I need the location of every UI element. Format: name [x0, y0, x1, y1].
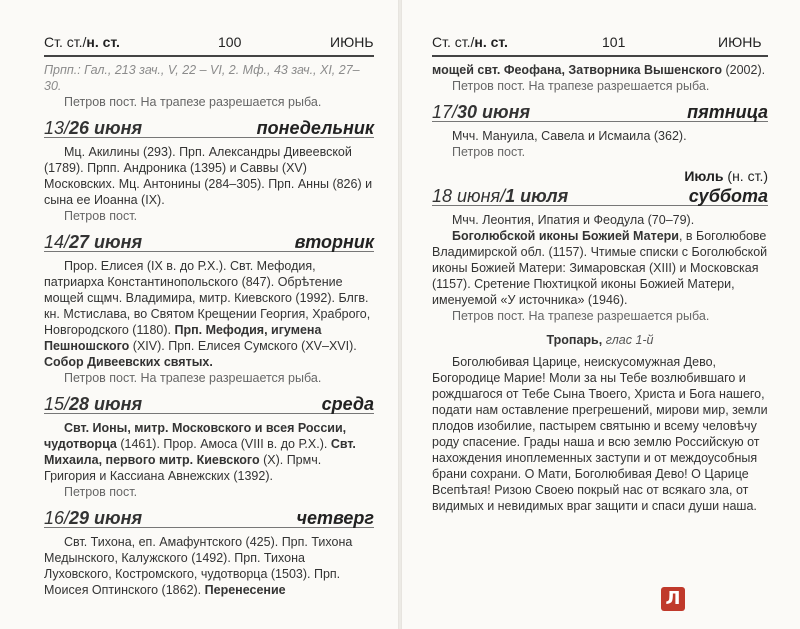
page-number: 100: [218, 34, 242, 50]
day-text: Прор. Елисея (IX в. до Р.Х.). Свт. Мефодия, патриарха Константинопольского (847). Обрѣтение мощей сщмч. Владимира, митр. Киевского (1992). Блгв. кн. Мстислава, во Святом Крещении Георгия, Храброго, Новгородского (1180). Прп. Мефодия, игумена Пешношского (XIV). Прп. Елисея Сумского (XV–XVI). Собор Дивеевских святых.: [44, 259, 371, 369]
troparion-text: Боголюбивая Царице, неискусомужная Дево, Богородице Марие! Моли за ны Тебе возлюбившаго и рождшагося от Тебе Сына Твоего, Христа и Бога нашего, подати нам оставление прегрешений, мирови мир, земли плодов изобилие, пастырем святыню и всему человѣчу роду спасение. Грады наша и всю землю Российскую от нахождения иноплеменных заступи и от междоусобныя брани сохрани. О Мати, Боголюбивая Дево! О Царице Всепѣтая! Ризою Своею покрый нас от всякаго зла, от видимых и невидимых враг защити и спаси души наша.: [432, 355, 768, 513]
day-text: Мчч. Мануила, Савела и Исмаила (362).: [452, 129, 687, 143]
left-content: [44, 62, 374, 598]
day-text: Боголюбской иконы Божией Матери, в Боголюбове Владимирской обл. (1157). Чтимые списки с Боголюбской иконы Божией Матери: Зимаровская (XIII) и Московская (1157). Сретение Пюхтицкой иконы Божией Матери, именуемой «У источника» (1946).: [432, 229, 768, 307]
day-text: Свт. Тихона, еп. Амафунтского (425). Прп. Тихона Медынского, Калужского (1492). Прп. Тихона Луховского, Костромского, чудотворца (1503). Прп. Моисея Оптинского (1862). Перенесение: [44, 535, 353, 597]
header-style: Ст. ст./н. ст.: [432, 34, 508, 50]
publisher-logo-icon: Л: [661, 587, 685, 611]
fast-note: Петров пост.: [64, 485, 138, 499]
day-heading: 17/30 июня пятница: [432, 102, 768, 122]
header-month: ИЮНЬ: [330, 34, 374, 50]
fast-note: Петров пост. На трапезе разрешается рыба.: [64, 95, 322, 109]
right-content: [432, 62, 768, 514]
page-number: 101: [602, 34, 626, 50]
day-heading: 18 июня/1 июля суббота: [432, 186, 768, 206]
reading-note: Прпп.: Гал., 213 зач., V, 22 – VI, 2. Мф., 43 зач., XI, 27–30.: [44, 63, 360, 93]
header-rule: [44, 55, 374, 57]
fast-note: Петров пост. На трапезе разрешается рыба.: [452, 79, 710, 93]
day-heading: 15/28 июня среда: [44, 394, 374, 414]
day-text: Мчч. Леонтия, Ипатия и Феодула (70–79).: [452, 213, 695, 227]
header-rule: [432, 55, 768, 57]
fast-note: Петров пост. На трапезе разрешается рыба.: [64, 371, 322, 385]
fast-note: Петров пост.: [64, 209, 138, 223]
month-label: Июль (н. ст.): [684, 168, 768, 184]
day-text: Свт. Ионы, митр. Московского и всея России, чудотворца (1461). Прор. Амоса (VIII в. до Р.Х.). Свт. Михаила, первого митр. Киевского (X). Прмч. Григория и Кассиана Авнежских (1392).: [44, 421, 356, 483]
troparion-title: Тропарь, глас 1-й: [546, 333, 654, 347]
day-heading: 14/27 июня вторник: [44, 232, 374, 252]
continued-text: мощей свт. Феофана, Затворника Вышенского (2002).: [432, 63, 766, 77]
day-heading: 16/29 июня четверг: [44, 508, 374, 528]
left-page: [0, 0, 398, 629]
header-month: ИЮНЬ: [718, 34, 762, 50]
day-heading: 13/26 июня понедельник: [44, 118, 374, 138]
day-text: Мц. Акилины (293). Прп. Александры Дивеевской (1789). Прпп. Андроника (1395) и Саввы (XV) Московских. Мц. Антонины (284–305). Прп. Анны (826) и сына ее Иоанна (IX).: [44, 145, 373, 207]
fast-note: Петров пост.: [452, 145, 526, 159]
header-style: Ст. ст./н. ст.: [44, 34, 120, 50]
right-page: [402, 0, 800, 629]
fast-note: Петров пост. На трапезе разрешается рыба.: [452, 309, 710, 323]
